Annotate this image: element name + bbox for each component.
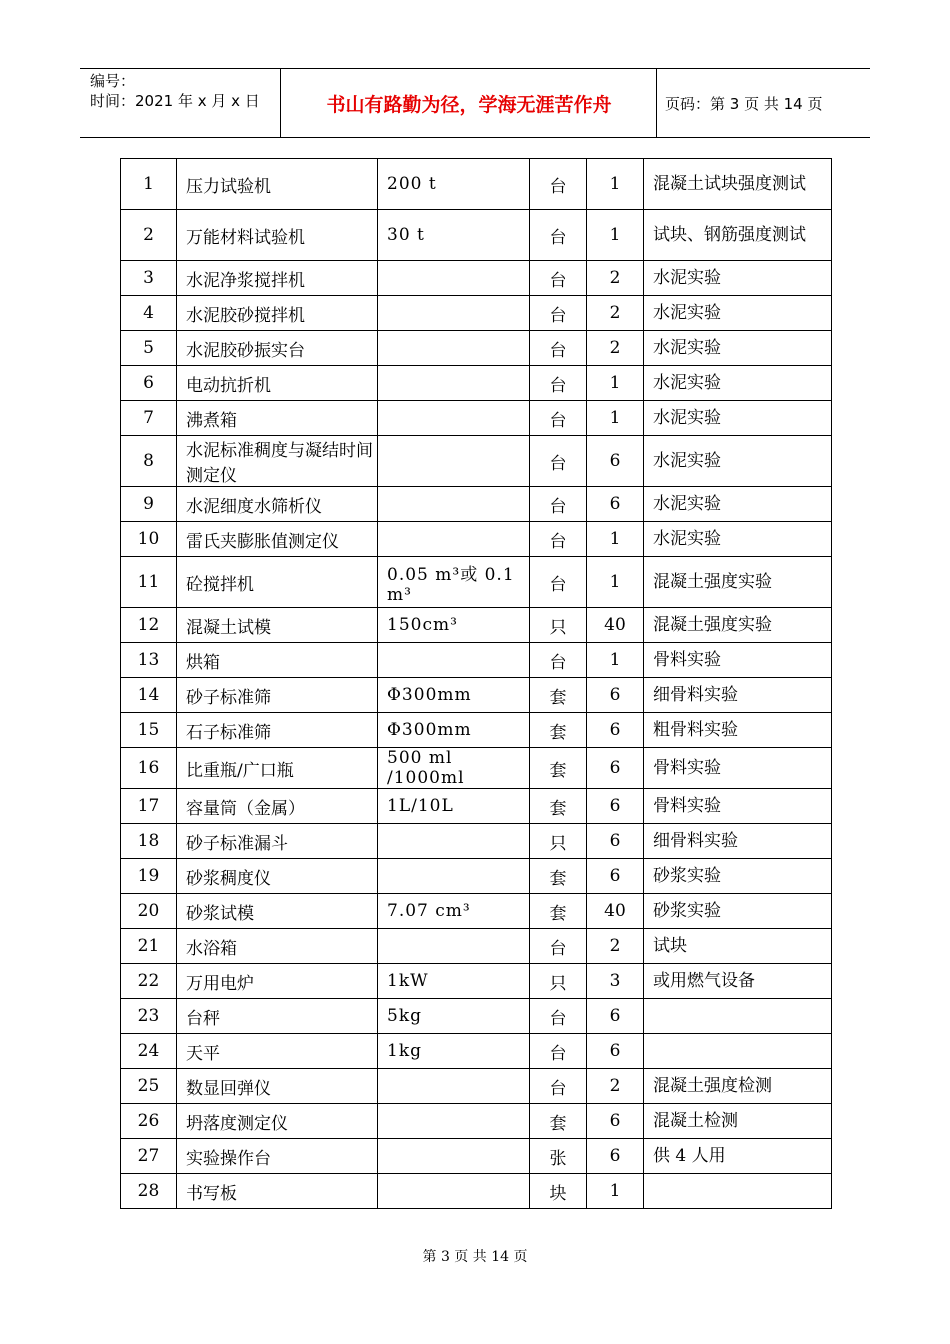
equipment-name: 万能材料试验机 bbox=[177, 210, 378, 261]
equipment-spec bbox=[378, 261, 530, 296]
equipment-unit: 只 bbox=[530, 608, 587, 643]
row-number: 12 bbox=[121, 608, 177, 643]
equipment-quantity: 2 bbox=[587, 296, 644, 331]
equipment-name: 天平 bbox=[177, 1034, 378, 1069]
equipment-spec bbox=[378, 296, 530, 331]
equipment-spec bbox=[378, 366, 530, 401]
table-row bbox=[121, 331, 832, 366]
equipment-unit: 只 bbox=[530, 824, 587, 859]
equipment-spec: 200 t bbox=[378, 159, 530, 210]
equipment-use: 水泥实验 bbox=[644, 261, 832, 296]
equipment-use: 细骨料实验 bbox=[644, 824, 832, 859]
equipment-name: 水泥胶砂搅拌机 bbox=[177, 296, 378, 331]
row-number: 24 bbox=[121, 1034, 177, 1069]
equipment-unit: 台 bbox=[530, 331, 587, 366]
equipment-use: 混凝土试块强度测试 bbox=[644, 159, 832, 210]
equipment-spec: 1kg bbox=[378, 1034, 530, 1069]
table-row bbox=[121, 1139, 832, 1174]
row-number: 17 bbox=[121, 789, 177, 824]
equipment-unit: 套 bbox=[530, 748, 587, 789]
equipment-use: 水泥实验 bbox=[644, 331, 832, 366]
equipment-quantity: 40 bbox=[587, 894, 644, 929]
row-number: 2 bbox=[121, 210, 177, 261]
row-number: 10 bbox=[121, 522, 177, 557]
equipment-use: 试块、钢筋强度测试 bbox=[644, 210, 832, 261]
equipment-unit: 台 bbox=[530, 210, 587, 261]
equipment-unit: 台 bbox=[530, 296, 587, 331]
equipment-name: 数显回弹仪 bbox=[177, 1069, 378, 1104]
equipment-use: 混凝土强度实验 bbox=[644, 608, 832, 643]
equipment-unit: 套 bbox=[530, 894, 587, 929]
equipment-table bbox=[120, 158, 832, 1209]
equipment-use: 粗骨料实验 bbox=[644, 713, 832, 748]
equipment-quantity: 1 bbox=[587, 522, 644, 557]
equipment-use: 骨料实验 bbox=[644, 748, 832, 789]
row-number: 1 bbox=[121, 159, 177, 210]
equipment-spec bbox=[378, 1174, 530, 1209]
equipment-unit: 台 bbox=[530, 401, 587, 436]
table-row bbox=[121, 608, 832, 643]
row-number: 16 bbox=[121, 748, 177, 789]
table-row bbox=[121, 713, 832, 748]
table-row bbox=[121, 894, 832, 929]
equipment-unit: 台 bbox=[530, 1034, 587, 1069]
equipment-name: 水泥净浆搅拌机 bbox=[177, 261, 378, 296]
equipment-unit: 张 bbox=[530, 1139, 587, 1174]
equipment-quantity: 2 bbox=[587, 261, 644, 296]
row-number: 13 bbox=[121, 643, 177, 678]
equipment-name: 容量筒（金属） bbox=[177, 789, 378, 824]
table-row bbox=[121, 999, 832, 1034]
equipment-quantity: 6 bbox=[587, 1034, 644, 1069]
row-number: 11 bbox=[121, 557, 177, 608]
table-row bbox=[121, 401, 832, 436]
header-motto: 书山有路勤为径，学海无涯苦作舟 bbox=[282, 69, 657, 137]
row-number: 20 bbox=[121, 894, 177, 929]
equipment-quantity: 6 bbox=[587, 1104, 644, 1139]
table-row bbox=[121, 964, 832, 999]
equipment-spec: 1L/10L bbox=[378, 789, 530, 824]
equipment-unit: 套 bbox=[530, 713, 587, 748]
equipment-quantity: 1 bbox=[587, 366, 644, 401]
table-row bbox=[121, 522, 832, 557]
equipment-use: 水泥实验 bbox=[644, 296, 832, 331]
equipment-name: 万用电炉 bbox=[177, 964, 378, 999]
equipment-use: 水泥实验 bbox=[644, 401, 832, 436]
row-number: 19 bbox=[121, 859, 177, 894]
equipment-unit: 台 bbox=[530, 487, 587, 522]
row-number: 21 bbox=[121, 929, 177, 964]
equipment-unit: 台 bbox=[530, 929, 587, 964]
table-row bbox=[121, 1104, 832, 1139]
table-row bbox=[121, 789, 832, 824]
equipment-unit: 台 bbox=[530, 557, 587, 608]
equipment-unit: 台 bbox=[530, 159, 587, 210]
table-row bbox=[121, 487, 832, 522]
row-number: 3 bbox=[121, 261, 177, 296]
row-number: 14 bbox=[121, 678, 177, 713]
row-number: 22 bbox=[121, 964, 177, 999]
equipment-spec: 5kg bbox=[378, 999, 530, 1034]
equipment-spec bbox=[378, 824, 530, 859]
row-number: 6 bbox=[121, 366, 177, 401]
equipment-name: 水泥胶砂振实台 bbox=[177, 331, 378, 366]
table-row bbox=[121, 261, 832, 296]
equipment-unit: 只 bbox=[530, 964, 587, 999]
equipment-name: 砼搅拌机 bbox=[177, 557, 378, 608]
row-number: 15 bbox=[121, 713, 177, 748]
equipment-name: 混凝土试模 bbox=[177, 608, 378, 643]
equipment-quantity: 2 bbox=[587, 331, 644, 366]
equipment-name: 比重瓶/广口瓶 bbox=[177, 748, 378, 789]
equipment-use: 骨料实验 bbox=[644, 789, 832, 824]
table-row bbox=[121, 159, 832, 210]
equipment-quantity: 2 bbox=[587, 1069, 644, 1104]
row-number: 25 bbox=[121, 1069, 177, 1104]
row-number: 9 bbox=[121, 487, 177, 522]
equipment-name: 坍落度测定仪 bbox=[177, 1104, 378, 1139]
row-number: 5 bbox=[121, 331, 177, 366]
equipment-use bbox=[644, 1034, 832, 1069]
equipment-use: 骨料实验 bbox=[644, 643, 832, 678]
equipment-spec bbox=[378, 643, 530, 678]
table-row bbox=[121, 1034, 832, 1069]
equipment-quantity: 1 bbox=[587, 643, 644, 678]
equipment-quantity: 6 bbox=[587, 487, 644, 522]
equipment-table-body bbox=[121, 159, 832, 1209]
equipment-quantity: 1 bbox=[587, 401, 644, 436]
equipment-use: 混凝土检测 bbox=[644, 1104, 832, 1139]
equipment-use: 砂浆实验 bbox=[644, 859, 832, 894]
equipment-unit: 台 bbox=[530, 366, 587, 401]
table-row bbox=[121, 557, 832, 608]
table-row bbox=[121, 436, 832, 487]
equipment-name: 沸煮箱 bbox=[177, 401, 378, 436]
equipment-quantity: 1 bbox=[587, 159, 644, 210]
equipment-spec bbox=[378, 929, 530, 964]
row-number: 8 bbox=[121, 436, 177, 487]
row-number: 7 bbox=[121, 401, 177, 436]
equipment-name: 水泥细度水筛析仪 bbox=[177, 487, 378, 522]
equipment-use bbox=[644, 999, 832, 1034]
equipment-name: 书写板 bbox=[177, 1174, 378, 1209]
date-label: 时间：2021 年 x 月 x 日 bbox=[90, 92, 260, 110]
equipment-quantity: 6 bbox=[587, 436, 644, 487]
equipment-quantity: 6 bbox=[587, 1139, 644, 1174]
equipment-name: 水泥标准稠度与凝结时间测定仪 bbox=[177, 436, 378, 487]
equipment-quantity: 6 bbox=[587, 789, 644, 824]
equipment-name: 砂子标准漏斗 bbox=[177, 824, 378, 859]
number-label: 编号： bbox=[90, 72, 136, 90]
equipment-spec: Φ300mm bbox=[378, 678, 530, 713]
equipment-name: 电动抗折机 bbox=[177, 366, 378, 401]
table-row bbox=[121, 824, 832, 859]
equipment-spec bbox=[378, 436, 530, 487]
row-number: 23 bbox=[121, 999, 177, 1034]
header-meta bbox=[80, 69, 281, 137]
equipment-use: 混凝土强度检测 bbox=[644, 1069, 832, 1104]
equipment-quantity: 1 bbox=[587, 557, 644, 608]
table-row bbox=[121, 296, 832, 331]
equipment-spec bbox=[378, 331, 530, 366]
equipment-spec: 7.07 cm³ bbox=[378, 894, 530, 929]
equipment-use: 砂浆实验 bbox=[644, 894, 832, 929]
equipment-spec: 1kW bbox=[378, 964, 530, 999]
equipment-unit: 套 bbox=[530, 859, 587, 894]
equipment-name: 烘箱 bbox=[177, 643, 378, 678]
equipment-spec bbox=[378, 1069, 530, 1104]
row-number: 27 bbox=[121, 1139, 177, 1174]
equipment-quantity: 1 bbox=[587, 210, 644, 261]
equipment-use: 水泥实验 bbox=[644, 366, 832, 401]
equipment-name: 砂子标准筛 bbox=[177, 678, 378, 713]
table-row bbox=[121, 643, 832, 678]
table-row bbox=[121, 366, 832, 401]
equipment-quantity: 3 bbox=[587, 964, 644, 999]
equipment-unit: 台 bbox=[530, 643, 587, 678]
row-number: 26 bbox=[121, 1104, 177, 1139]
equipment-use: 供 4 人用 bbox=[644, 1139, 832, 1174]
equipment-use bbox=[644, 1174, 832, 1209]
equipment-spec: 500 ml /1000ml bbox=[378, 748, 530, 789]
equipment-quantity: 1 bbox=[587, 1174, 644, 1209]
equipment-name: 砂浆稠度仪 bbox=[177, 859, 378, 894]
row-number: 4 bbox=[121, 296, 177, 331]
equipment-quantity: 6 bbox=[587, 713, 644, 748]
equipment-spec: 0.05 m³或 0.1 m³ bbox=[378, 557, 530, 608]
equipment-quantity: 6 bbox=[587, 859, 644, 894]
equipment-spec bbox=[378, 1139, 530, 1174]
row-number: 28 bbox=[121, 1174, 177, 1209]
table-row bbox=[121, 929, 832, 964]
equipment-quantity: 2 bbox=[587, 929, 644, 964]
equipment-spec bbox=[378, 401, 530, 436]
page-footer: 第 3 页 共 14 页 bbox=[422, 1249, 528, 1265]
page-header bbox=[80, 68, 870, 138]
equipment-unit: 块 bbox=[530, 1174, 587, 1209]
equipment-spec bbox=[378, 859, 530, 894]
equipment-quantity: 6 bbox=[587, 678, 644, 713]
equipment-spec bbox=[378, 522, 530, 557]
equipment-name: 砂浆试模 bbox=[177, 894, 378, 929]
equipment-quantity: 6 bbox=[587, 824, 644, 859]
equipment-unit: 套 bbox=[530, 789, 587, 824]
table-row bbox=[121, 210, 832, 261]
equipment-use: 或用燃气设备 bbox=[644, 964, 832, 999]
equipment-spec bbox=[378, 487, 530, 522]
equipment-unit: 台 bbox=[530, 436, 587, 487]
table-row bbox=[121, 678, 832, 713]
equipment-name: 压力试验机 bbox=[177, 159, 378, 210]
equipment-quantity: 40 bbox=[587, 608, 644, 643]
table-row bbox=[121, 748, 832, 789]
equipment-quantity: 6 bbox=[587, 748, 644, 789]
equipment-quantity: 6 bbox=[587, 999, 644, 1034]
equipment-name: 水浴箱 bbox=[177, 929, 378, 964]
table-row bbox=[121, 859, 832, 894]
equipment-unit: 套 bbox=[530, 1104, 587, 1139]
equipment-use: 混凝土强度实验 bbox=[644, 557, 832, 608]
equipment-unit: 台 bbox=[530, 1069, 587, 1104]
equipment-name: 实验操作台 bbox=[177, 1139, 378, 1174]
equipment-spec: Φ300mm bbox=[378, 713, 530, 748]
equipment-use: 水泥实验 bbox=[644, 522, 832, 557]
header-page-info: 页码：第 3 页 共 14 页 bbox=[665, 94, 823, 113]
equipment-use: 水泥实验 bbox=[644, 436, 832, 487]
equipment-name: 雷氏夹膨胀值测定仪 bbox=[177, 522, 378, 557]
equipment-use: 试块 bbox=[644, 929, 832, 964]
equipment-use: 细骨料实验 bbox=[644, 678, 832, 713]
equipment-spec: 150cm³ bbox=[378, 608, 530, 643]
equipment-unit: 台 bbox=[530, 999, 587, 1034]
equipment-spec bbox=[378, 1104, 530, 1139]
equipment-unit: 套 bbox=[530, 678, 587, 713]
equipment-unit: 台 bbox=[530, 261, 587, 296]
table-row bbox=[121, 1174, 832, 1209]
equipment-spec: 30 t bbox=[378, 210, 530, 261]
row-number: 18 bbox=[121, 824, 177, 859]
equipment-name: 台秤 bbox=[177, 999, 378, 1034]
equipment-name: 石子标准筛 bbox=[177, 713, 378, 748]
table-row bbox=[121, 1069, 832, 1104]
equipment-use: 水泥实验 bbox=[644, 487, 832, 522]
equipment-unit: 台 bbox=[530, 522, 587, 557]
